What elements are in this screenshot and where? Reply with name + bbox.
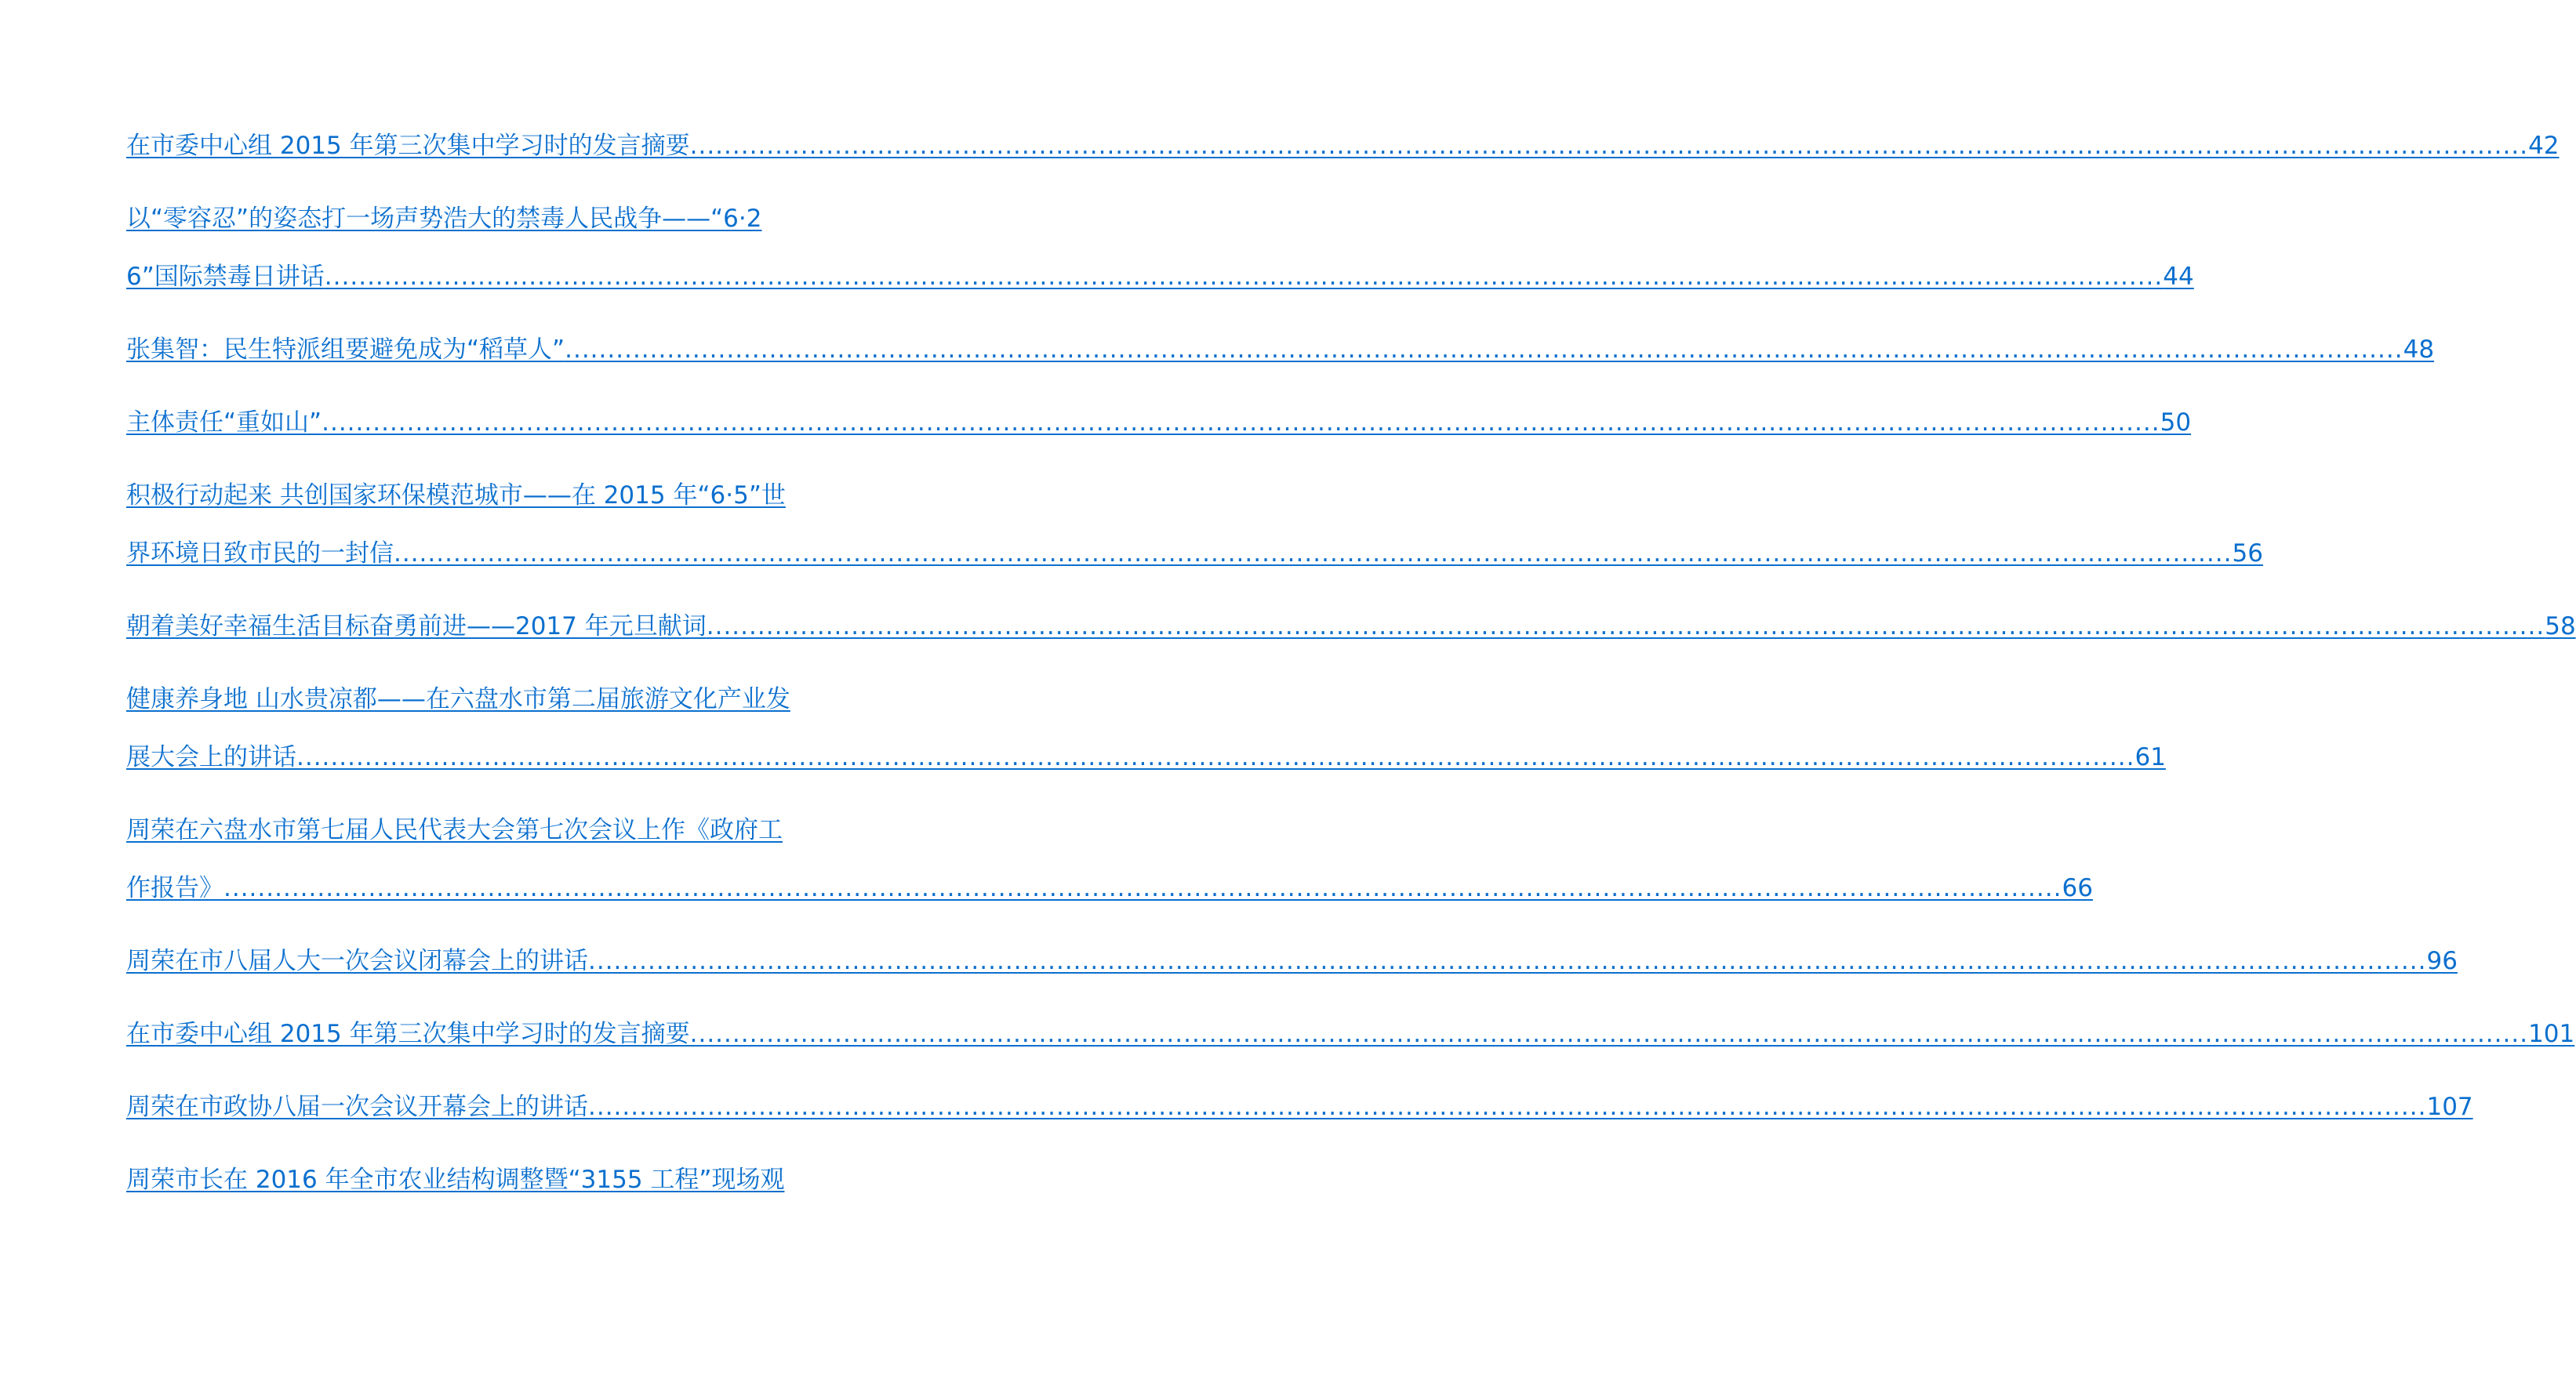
toc-entry-title: 朝着美好幸福生活目标奋勇前进——2017 年元旦献词 <box>126 612 707 640</box>
toc-entry-title: 界环境日致市民的一封信 <box>126 539 394 568</box>
toc-entry-title: 在市委中心组 2015 年第三次集中学习时的发言摘要 <box>126 1020 690 1048</box>
toc-page-number: 44 <box>2163 263 2194 291</box>
toc-page-number: 56 <box>2232 539 2263 568</box>
toc-leader-dots: ........................................................................................................................................................................................................................ <box>706 612 2545 640</box>
toc-leader-dots: ........................................................................................................................................................................................................................ <box>689 132 2529 160</box>
toc-page-number: 61 <box>2135 743 2166 771</box>
toc-entry-4[interactable] <box>126 406 2192 439</box>
toc-page-number: 66 <box>2062 874 2093 902</box>
toc-leader-dots: ........................................................................................................................................................................................................................ <box>689 1020 2529 1048</box>
toc-entry-7-line-2[interactable] <box>126 741 2166 774</box>
toc-entry-title: 周荣在市八届人大一次会议闭幕会上的讲话 <box>126 947 588 975</box>
toc-leader-dots: ........................................................................................................................................................................................................................ <box>565 336 2403 364</box>
toc-entry-title: 6”国际禁毒日讲话 <box>126 263 325 291</box>
toc-leader-dots: ........................................................................................................................................................................................................................ <box>394 539 2233 568</box>
toc-leader-dots: ........................................................................................................................................................................................................................ <box>324 263 2164 291</box>
toc-entry-1[interactable] <box>126 129 2560 162</box>
toc-page-number: 48 <box>2403 336 2435 364</box>
toc-entry-title: 周荣市长在 2016 年全市农业结构调整暨“3155 工程”现场观 <box>126 1166 785 1194</box>
toc-entry-7-line-1[interactable] <box>126 683 856 716</box>
toc-page-number: 107 <box>2426 1093 2473 1121</box>
toc-leader-dots: ........................................................................................................................................................................................................................ <box>322 408 2160 437</box>
toc-entry-title: 展大会上的讲话 <box>126 743 296 771</box>
toc-leader-dots: ........................................................................................................................................................................................................................ <box>223 874 2062 902</box>
toc-leader-dots: ........................................................................................................................................................................................................................ <box>296 743 2135 771</box>
toc-entry-5-line-1[interactable] <box>126 479 856 512</box>
toc-page-number: 101 <box>2528 1020 2575 1048</box>
toc-entry-10[interactable] <box>126 1018 2575 1050</box>
toc-leader-dots: ........................................................................................................................................................................................................................ <box>588 1093 2427 1121</box>
toc-entry-title: 以“零容忍”的姿态打一场声势浩大的禁毒人民战争——“6·2 <box>126 205 762 233</box>
toc-entry-title: 在市委中心组 2015 年第三次集中学习时的发言摘要 <box>126 132 690 160</box>
toc-entry-8-line-1[interactable] <box>126 814 856 847</box>
toc-page-number: 50 <box>2160 408 2192 437</box>
toc-leader-dots: ........................................................................................................................................................................................................................ <box>588 947 2427 975</box>
toc-entry-6[interactable] <box>126 610 2576 643</box>
toc-entry-title: 作报告》 <box>126 874 223 902</box>
toc-entry-title: 积极行动起来 共创国家环保模范城市——在 2015 年“6·5”世 <box>126 481 786 510</box>
toc-page-number: 58 <box>2545 612 2576 640</box>
toc-entry-3[interactable] <box>126 333 2435 366</box>
toc-page-number: 42 <box>2528 132 2560 160</box>
toc-entry-12-line-1[interactable] <box>126 1163 856 1196</box>
table-of-contents <box>126 129 2576 1196</box>
toc-entry-2-line-2[interactable] <box>126 260 2194 293</box>
toc-entry-5-line-2[interactable] <box>126 537 2263 570</box>
toc-entry-title: 主体责任“重如山” <box>126 408 322 437</box>
toc-page-number: 96 <box>2426 947 2458 975</box>
toc-entry-11[interactable] <box>126 1090 2473 1123</box>
toc-entry-title: 健康养身地 山水贵凉都——在六盘水市第二届旅游文化产业发 <box>126 685 790 713</box>
toc-entry-9[interactable] <box>126 945 2458 978</box>
toc-entry-title: 周荣在六盘水市第七届人民代表大会第七次会议上作《政府工 <box>126 816 783 844</box>
toc-entry-2-line-1[interactable] <box>126 202 856 235</box>
toc-entry-8-line-2[interactable] <box>126 872 2093 905</box>
toc-entry-title: 张集智：民生特派组要避免成为“稻草人” <box>126 336 565 364</box>
toc-entry-title: 周荣在市政协八届一次会议开幕会上的讲话 <box>126 1093 588 1121</box>
